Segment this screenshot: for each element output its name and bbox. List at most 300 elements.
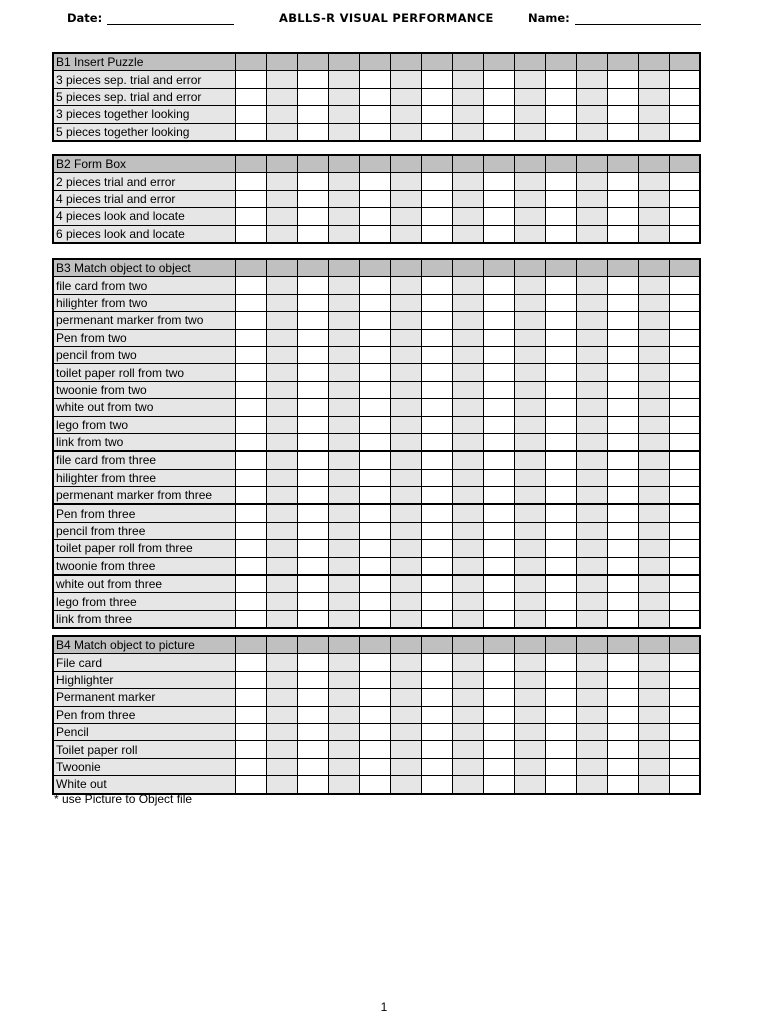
score-cell[interactable]: [607, 277, 638, 294]
score-cell[interactable]: [576, 88, 607, 105]
score-cell[interactable]: [514, 173, 545, 190]
score-cell[interactable]: [545, 106, 576, 123]
score-cell[interactable]: [483, 671, 514, 688]
score-cell[interactable]: [266, 208, 297, 225]
score-cell[interactable]: [607, 416, 638, 433]
score-cell[interactable]: [421, 277, 452, 294]
score-cell[interactable]: [514, 741, 545, 758]
score-cell[interactable]: [483, 540, 514, 557]
score-cell[interactable]: [576, 433, 607, 451]
score-cell[interactable]: [390, 364, 421, 381]
score-cell[interactable]: [576, 689, 607, 706]
score-cell[interactable]: [638, 173, 669, 190]
score-cell[interactable]: [297, 575, 328, 593]
score-cell[interactable]: [421, 173, 452, 190]
score-cell[interactable]: [638, 433, 669, 451]
score-cell[interactable]: [297, 522, 328, 539]
score-cell[interactable]: [297, 469, 328, 486]
score-cell[interactable]: [421, 208, 452, 225]
score-cell[interactable]: [669, 469, 700, 486]
score-cell[interactable]: [545, 758, 576, 775]
score-cell[interactable]: [669, 381, 700, 398]
score-cell[interactable]: [297, 557, 328, 575]
score-cell[interactable]: [545, 575, 576, 593]
score-cell[interactable]: [421, 469, 452, 486]
score-cell[interactable]: [545, 706, 576, 723]
score-cell[interactable]: [607, 504, 638, 522]
score-cell[interactable]: [266, 593, 297, 610]
score-cell[interactable]: [545, 190, 576, 207]
score-cell[interactable]: [421, 540, 452, 557]
score-cell[interactable]: [297, 190, 328, 207]
score-cell[interactable]: [266, 106, 297, 123]
score-cell[interactable]: [638, 654, 669, 671]
score-cell[interactable]: [235, 758, 266, 775]
score-cell[interactable]: [576, 294, 607, 311]
score-cell[interactable]: [576, 190, 607, 207]
score-cell[interactable]: [359, 504, 390, 522]
score-cell[interactable]: [576, 451, 607, 469]
score-cell[interactable]: [514, 294, 545, 311]
score-cell[interactable]: [638, 540, 669, 557]
score-cell[interactable]: [576, 123, 607, 141]
score-cell[interactable]: [669, 723, 700, 740]
score-cell[interactable]: [297, 706, 328, 723]
score-cell[interactable]: [235, 451, 266, 469]
score-cell[interactable]: [483, 277, 514, 294]
score-cell[interactable]: [390, 173, 421, 190]
score-cell[interactable]: [235, 654, 266, 671]
score-cell[interactable]: [452, 522, 483, 539]
score-cell[interactable]: [607, 312, 638, 329]
score-cell[interactable]: [452, 71, 483, 88]
score-cell[interactable]: [607, 689, 638, 706]
score-cell[interactable]: [328, 123, 359, 141]
score-cell[interactable]: [359, 522, 390, 539]
score-cell[interactable]: [514, 758, 545, 775]
score-cell[interactable]: [421, 593, 452, 610]
score-cell[interactable]: [390, 433, 421, 451]
score-cell[interactable]: [421, 654, 452, 671]
score-cell[interactable]: [669, 225, 700, 243]
score-cell[interactable]: [266, 723, 297, 740]
score-cell[interactable]: [545, 399, 576, 416]
score-cell[interactable]: [421, 723, 452, 740]
score-cell[interactable]: [483, 399, 514, 416]
score-cell[interactable]: [483, 173, 514, 190]
score-cell[interactable]: [545, 610, 576, 628]
score-cell[interactable]: [607, 381, 638, 398]
score-cell[interactable]: [483, 88, 514, 105]
score-cell[interactable]: [576, 758, 607, 775]
score-cell[interactable]: [514, 706, 545, 723]
score-cell[interactable]: [452, 741, 483, 758]
score-cell[interactable]: [514, 208, 545, 225]
score-cell[interactable]: [235, 381, 266, 398]
score-cell[interactable]: [452, 329, 483, 346]
score-cell[interactable]: [390, 277, 421, 294]
score-cell[interactable]: [669, 758, 700, 775]
score-cell[interactable]: [638, 294, 669, 311]
score-cell[interactable]: [452, 706, 483, 723]
score-cell[interactable]: [638, 504, 669, 522]
score-cell[interactable]: [452, 190, 483, 207]
score-cell[interactable]: [266, 71, 297, 88]
score-cell[interactable]: [359, 776, 390, 794]
score-cell[interactable]: [607, 346, 638, 363]
score-cell[interactable]: [545, 671, 576, 688]
score-cell[interactable]: [607, 123, 638, 141]
score-cell[interactable]: [235, 723, 266, 740]
score-cell[interactable]: [669, 706, 700, 723]
score-cell[interactable]: [421, 399, 452, 416]
score-cell[interactable]: [669, 399, 700, 416]
score-cell[interactable]: [421, 71, 452, 88]
score-cell[interactable]: [452, 469, 483, 486]
score-cell[interactable]: [328, 723, 359, 740]
score-cell[interactable]: [452, 689, 483, 706]
score-cell[interactable]: [390, 469, 421, 486]
score-cell[interactable]: [607, 540, 638, 557]
score-cell[interactable]: [483, 654, 514, 671]
score-cell[interactable]: [390, 71, 421, 88]
score-cell[interactable]: [545, 173, 576, 190]
score-cell[interactable]: [483, 706, 514, 723]
score-cell[interactable]: [483, 575, 514, 593]
score-cell[interactable]: [421, 776, 452, 794]
score-cell[interactable]: [421, 706, 452, 723]
score-cell[interactable]: [266, 190, 297, 207]
score-cell[interactable]: [297, 173, 328, 190]
score-cell[interactable]: [607, 225, 638, 243]
score-cell[interactable]: [514, 469, 545, 486]
score-cell[interactable]: [514, 399, 545, 416]
score-cell[interactable]: [545, 364, 576, 381]
score-cell[interactable]: [638, 557, 669, 575]
score-cell[interactable]: [297, 416, 328, 433]
score-cell[interactable]: [359, 294, 390, 311]
score-cell[interactable]: [266, 88, 297, 105]
score-cell[interactable]: [328, 706, 359, 723]
score-cell[interactable]: [328, 364, 359, 381]
score-cell[interactable]: [421, 522, 452, 539]
score-cell[interactable]: [235, 433, 266, 451]
score-cell[interactable]: [359, 364, 390, 381]
score-cell[interactable]: [545, 557, 576, 575]
score-cell[interactable]: [328, 433, 359, 451]
score-cell[interactable]: [607, 364, 638, 381]
score-cell[interactable]: [576, 504, 607, 522]
score-cell[interactable]: [638, 190, 669, 207]
score-cell[interactable]: [328, 776, 359, 794]
score-cell[interactable]: [638, 329, 669, 346]
score-cell[interactable]: [328, 671, 359, 688]
score-cell[interactable]: [483, 381, 514, 398]
date-blank-line[interactable]: [107, 24, 234, 25]
score-cell[interactable]: [390, 190, 421, 207]
score-cell[interactable]: [328, 190, 359, 207]
score-cell[interactable]: [266, 123, 297, 141]
score-cell[interactable]: [607, 329, 638, 346]
score-cell[interactable]: [452, 106, 483, 123]
score-cell[interactable]: [545, 451, 576, 469]
score-cell[interactable]: [576, 776, 607, 794]
score-cell[interactable]: [235, 610, 266, 628]
score-cell[interactable]: [669, 776, 700, 794]
score-cell[interactable]: [514, 433, 545, 451]
score-cell[interactable]: [328, 173, 359, 190]
score-cell[interactable]: [359, 190, 390, 207]
score-cell[interactable]: [266, 689, 297, 706]
score-cell[interactable]: [421, 671, 452, 688]
score-cell[interactable]: [235, 190, 266, 207]
score-cell[interactable]: [545, 312, 576, 329]
score-cell[interactable]: [607, 575, 638, 593]
score-cell[interactable]: [545, 346, 576, 363]
score-cell[interactable]: [576, 346, 607, 363]
score-cell[interactable]: [235, 593, 266, 610]
score-cell[interactable]: [390, 557, 421, 575]
score-cell[interactable]: [266, 706, 297, 723]
score-cell[interactable]: [235, 208, 266, 225]
score-cell[interactable]: [235, 399, 266, 416]
score-cell[interactable]: [452, 433, 483, 451]
score-cell[interactable]: [235, 575, 266, 593]
score-cell[interactable]: [359, 312, 390, 329]
score-cell[interactable]: [452, 451, 483, 469]
score-cell[interactable]: [297, 346, 328, 363]
score-cell[interactable]: [359, 346, 390, 363]
score-cell[interactable]: [483, 610, 514, 628]
score-cell[interactable]: [607, 706, 638, 723]
score-cell[interactable]: [266, 312, 297, 329]
score-cell[interactable]: [390, 593, 421, 610]
score-cell[interactable]: [452, 346, 483, 363]
score-cell[interactable]: [390, 776, 421, 794]
score-cell[interactable]: [545, 88, 576, 105]
score-cell[interactable]: [359, 123, 390, 141]
score-cell[interactable]: [328, 312, 359, 329]
score-cell[interactable]: [514, 106, 545, 123]
score-cell[interactable]: [576, 399, 607, 416]
score-cell[interactable]: [452, 654, 483, 671]
score-cell[interactable]: [359, 689, 390, 706]
score-cell[interactable]: [514, 381, 545, 398]
score-cell[interactable]: [483, 190, 514, 207]
score-cell[interactable]: [390, 610, 421, 628]
score-cell[interactable]: [514, 71, 545, 88]
score-cell[interactable]: [266, 173, 297, 190]
score-cell[interactable]: [328, 689, 359, 706]
score-cell[interactable]: [607, 173, 638, 190]
score-cell[interactable]: [266, 487, 297, 505]
score-cell[interactable]: [483, 225, 514, 243]
score-cell[interactable]: [235, 504, 266, 522]
score-cell[interactable]: [235, 557, 266, 575]
score-cell[interactable]: [421, 741, 452, 758]
score-cell[interactable]: [576, 487, 607, 505]
score-cell[interactable]: [390, 346, 421, 363]
score-cell[interactable]: [452, 399, 483, 416]
score-cell[interactable]: [452, 758, 483, 775]
score-cell[interactable]: [359, 593, 390, 610]
score-cell[interactable]: [514, 540, 545, 557]
score-cell[interactable]: [266, 225, 297, 243]
score-cell[interactable]: [421, 504, 452, 522]
score-cell[interactable]: [514, 88, 545, 105]
score-cell[interactable]: [483, 364, 514, 381]
score-cell[interactable]: [235, 123, 266, 141]
score-cell[interactable]: [359, 399, 390, 416]
score-cell[interactable]: [514, 610, 545, 628]
score-cell[interactable]: [235, 741, 266, 758]
score-cell[interactable]: [359, 173, 390, 190]
score-cell[interactable]: [266, 294, 297, 311]
score-cell[interactable]: [545, 208, 576, 225]
score-cell[interactable]: [638, 123, 669, 141]
score-cell[interactable]: [638, 225, 669, 243]
score-cell[interactable]: [483, 416, 514, 433]
score-cell[interactable]: [421, 123, 452, 141]
score-cell[interactable]: [483, 522, 514, 539]
score-cell[interactable]: [545, 71, 576, 88]
score-cell[interactable]: [483, 106, 514, 123]
score-cell[interactable]: [421, 294, 452, 311]
score-cell[interactable]: [514, 671, 545, 688]
score-cell[interactable]: [545, 225, 576, 243]
score-cell[interactable]: [638, 671, 669, 688]
score-cell[interactable]: [390, 106, 421, 123]
score-cell[interactable]: [328, 451, 359, 469]
score-cell[interactable]: [266, 277, 297, 294]
score-cell[interactable]: [576, 225, 607, 243]
score-cell[interactable]: [638, 346, 669, 363]
score-cell[interactable]: [266, 654, 297, 671]
score-cell[interactable]: [297, 723, 328, 740]
score-cell[interactable]: [669, 416, 700, 433]
score-cell[interactable]: [483, 504, 514, 522]
score-cell[interactable]: [235, 776, 266, 794]
score-cell[interactable]: [576, 106, 607, 123]
score-cell[interactable]: [297, 451, 328, 469]
score-cell[interactable]: [483, 329, 514, 346]
score-cell[interactable]: [297, 123, 328, 141]
score-cell[interactable]: [483, 723, 514, 740]
score-cell[interactable]: [359, 540, 390, 557]
score-cell[interactable]: [576, 654, 607, 671]
score-cell[interactable]: [638, 381, 669, 398]
score-cell[interactable]: [514, 416, 545, 433]
score-cell[interactable]: [638, 88, 669, 105]
score-cell[interactable]: [514, 451, 545, 469]
score-cell[interactable]: [514, 277, 545, 294]
score-cell[interactable]: [390, 451, 421, 469]
score-cell[interactable]: [669, 294, 700, 311]
score-cell[interactable]: [390, 671, 421, 688]
score-cell[interactable]: [328, 522, 359, 539]
score-cell[interactable]: [514, 575, 545, 593]
score-cell[interactable]: [421, 689, 452, 706]
score-cell[interactable]: [390, 312, 421, 329]
score-cell[interactable]: [669, 312, 700, 329]
score-cell[interactable]: [266, 364, 297, 381]
score-cell[interactable]: [328, 654, 359, 671]
score-cell[interactable]: [297, 593, 328, 610]
score-cell[interactable]: [483, 123, 514, 141]
score-cell[interactable]: [421, 416, 452, 433]
score-cell[interactable]: [452, 88, 483, 105]
score-cell[interactable]: [359, 557, 390, 575]
score-cell[interactable]: [390, 575, 421, 593]
score-cell[interactable]: [669, 173, 700, 190]
score-cell[interactable]: [545, 504, 576, 522]
score-cell[interactable]: [669, 741, 700, 758]
score-cell[interactable]: [545, 433, 576, 451]
score-cell[interactable]: [483, 487, 514, 505]
score-cell[interactable]: [266, 433, 297, 451]
score-cell[interactable]: [328, 487, 359, 505]
score-cell[interactable]: [297, 294, 328, 311]
score-cell[interactable]: [359, 433, 390, 451]
score-cell[interactable]: [669, 208, 700, 225]
score-cell[interactable]: [669, 364, 700, 381]
score-cell[interactable]: [576, 329, 607, 346]
score-cell[interactable]: [235, 225, 266, 243]
score-cell[interactable]: [297, 208, 328, 225]
score-cell[interactable]: [390, 88, 421, 105]
score-cell[interactable]: [297, 741, 328, 758]
score-cell[interactable]: [514, 123, 545, 141]
score-cell[interactable]: [359, 106, 390, 123]
score-cell[interactable]: [576, 723, 607, 740]
score-cell[interactable]: [359, 575, 390, 593]
score-cell[interactable]: [514, 364, 545, 381]
score-cell[interactable]: [359, 706, 390, 723]
score-cell[interactable]: [390, 522, 421, 539]
score-cell[interactable]: [545, 689, 576, 706]
score-cell[interactable]: [235, 346, 266, 363]
score-cell[interactable]: [607, 469, 638, 486]
score-cell[interactable]: [359, 671, 390, 688]
score-cell[interactable]: [421, 312, 452, 329]
score-cell[interactable]: [576, 671, 607, 688]
score-cell[interactable]: [235, 71, 266, 88]
score-cell[interactable]: [576, 593, 607, 610]
score-cell[interactable]: [421, 451, 452, 469]
score-cell[interactable]: [266, 671, 297, 688]
score-cell[interactable]: [483, 294, 514, 311]
score-cell[interactable]: [669, 433, 700, 451]
score-cell[interactable]: [638, 312, 669, 329]
score-cell[interactable]: [421, 381, 452, 398]
score-cell[interactable]: [297, 329, 328, 346]
score-cell[interactable]: [545, 381, 576, 398]
score-cell[interactable]: [235, 706, 266, 723]
score-cell[interactable]: [483, 433, 514, 451]
score-cell[interactable]: [390, 225, 421, 243]
score-cell[interactable]: [483, 346, 514, 363]
score-cell[interactable]: [359, 208, 390, 225]
score-cell[interactable]: [359, 71, 390, 88]
score-cell[interactable]: [607, 593, 638, 610]
score-cell[interactable]: [452, 575, 483, 593]
score-cell[interactable]: [452, 557, 483, 575]
score-cell[interactable]: [669, 190, 700, 207]
score-cell[interactable]: [607, 399, 638, 416]
score-cell[interactable]: [359, 487, 390, 505]
score-cell[interactable]: [328, 88, 359, 105]
score-cell[interactable]: [576, 706, 607, 723]
